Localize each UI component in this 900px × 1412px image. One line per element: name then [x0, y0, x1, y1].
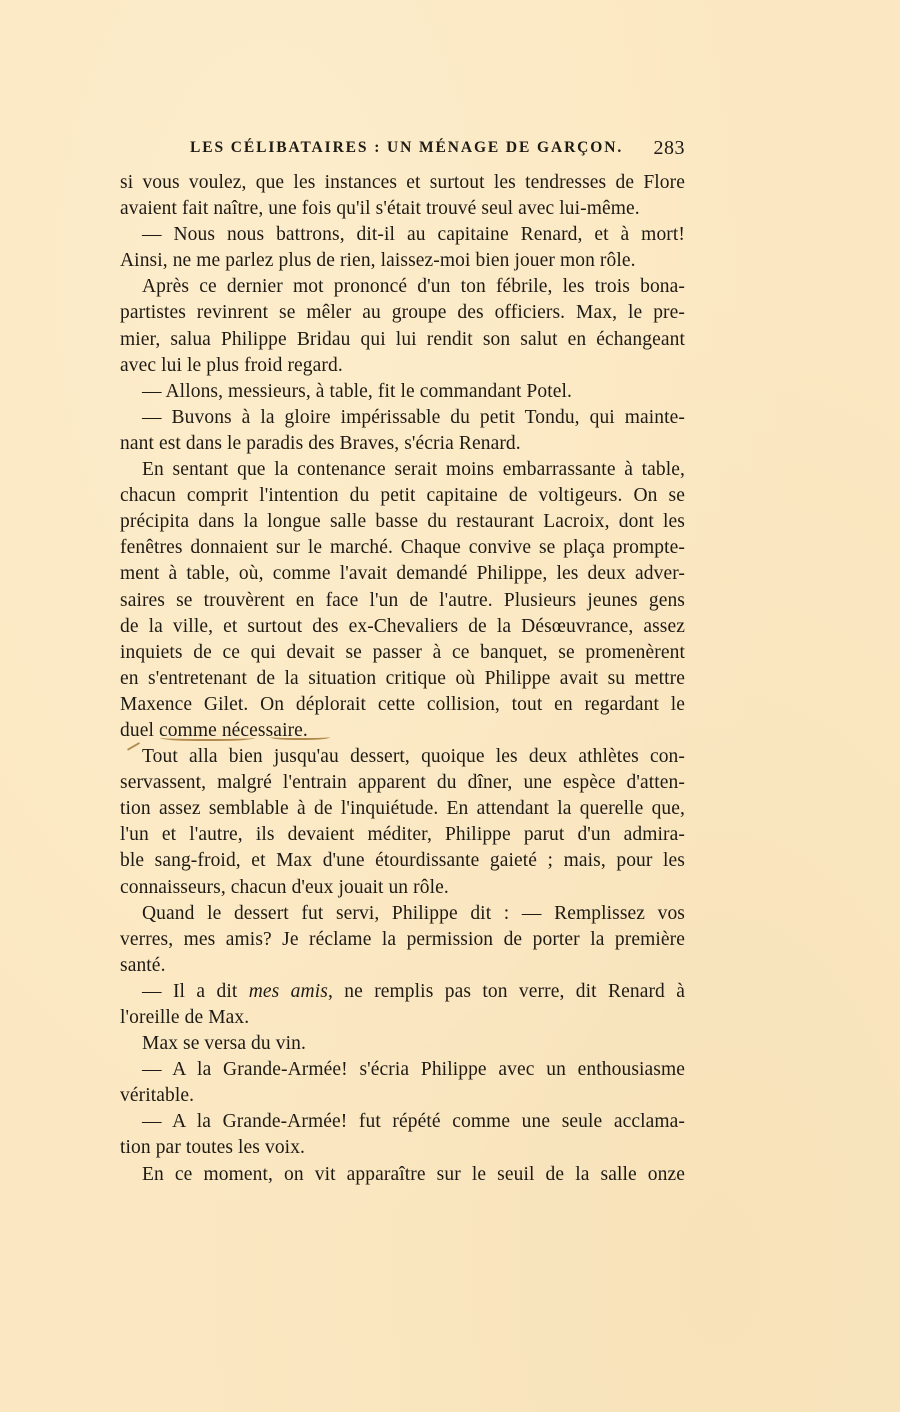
text-line: Maxence Gilet. On déplorait cette collision, tout en regardant le: [120, 693, 685, 715]
text-line: — A la Grande-Armée! s'écria Philippe avec un enthousiasme: [142, 1059, 685, 1081]
text-line: l'oreille de Max.: [120, 1007, 250, 1028]
text-line: Quand le dessert fut servi, Philippe dit : — Remplissez vos: [142, 902, 685, 924]
text-line: véritable.: [120, 1085, 195, 1107]
body-text: [120, 170, 685, 1188]
text-line: si vous voulez, que les instances et surtout les tendresses de Flore: [120, 172, 685, 193]
text-line: tion par toutes les voix.: [120, 1137, 306, 1159]
text-line: — Allons, messieurs, à table, fit le commandant Potel.: [142, 380, 572, 402]
text-line: — Buvons à la gloire impérissable du petit Tondu, qui mainte-: [142, 406, 685, 428]
text-line: duel comme nécessaire.: [120, 719, 308, 741]
text-line: — Nous nous battrons, dit-il au capitaine Renard, et à mort!: [142, 224, 685, 246]
text-line: Max se versa du vin.: [142, 1033, 306, 1055]
text-line: verres, mes amis? Je réclame la permission de porter la première: [120, 928, 685, 950]
text-line: Ainsi, ne me parlez plus de rien, laissez-moi bien jouer mon rôle.: [120, 250, 636, 272]
text-line: avec lui le plus froid regard.: [120, 354, 343, 376]
text-line: Tout alla bien jusqu'au dessert, quoique les deux athlètes con-: [142, 746, 685, 768]
text-line: En sentant que la contenance serait moins embarrassante à table,: [142, 459, 685, 481]
text-line: inquiets de ce qui devait se passer à ce banquet, se promenèrent: [120, 641, 685, 663]
text-line: en s'entretenant de la situation critique où Philippe avait su mettre: [120, 667, 685, 689]
running-head-title: LES CÉLIBATAIRES : UN MÉNAGE DE GARÇON.: [190, 139, 624, 156]
page-number: 283: [653, 137, 685, 159]
text-line: mier, salua Philippe Bridau qui lui rendit son salut en échangeant: [120, 328, 685, 350]
text-line: connaisseurs, chacun d'eux jouait un rôle.: [120, 876, 449, 898]
text-line: fenêtres donnaient sur le marché. Chaque convive se plaça prompte-: [120, 537, 685, 559]
text-line: servassent, malgré l'entrain apparent du dîner, une espèce d'atten-: [120, 772, 685, 794]
text-line: précipita dans la longue salle basse du restaurant Lacroix, dont les: [120, 511, 685, 533]
text-line: partistes revinrent se mêler au groupe des officiers. Max, le pre-: [120, 302, 685, 324]
text-line: nant est dans le paradis des Braves, s'écria Renard.: [120, 432, 521, 454]
text-line: En ce moment, on vit apparaître sur le seuil de la salle onze: [142, 1163, 685, 1185]
handwritten-underline-mark: [270, 733, 330, 740]
text-line: santé.: [120, 954, 166, 976]
text-fragment: — Il a dit: [142, 980, 249, 1002]
text-line: [120, 979, 685, 1005]
text-line: ble sang-froid, et Max d'une étourdissante gaieté ; mais, pour les: [120, 850, 685, 872]
running-head: [190, 139, 685, 163]
text-line: ment à table, où, comme l'avait demandé Philippe, les deux adver-: [120, 563, 685, 585]
text-fragment: , ne remplis pas ton verre, dit Renard à: [327, 980, 686, 1002]
handwritten-underline-mark: [160, 733, 255, 741]
text-line: tion assez semblable à de l'inquiétude. En attendant la querelle que,: [120, 798, 685, 820]
text-line: chacun comprit l'intention du petit capitaine de voltigeurs. On se: [120, 485, 685, 507]
text-line: l'un et l'autre, ils devaient méditer, Philippe parut d'un admira-: [120, 824, 685, 846]
text-line: de la ville, et surtout des ex-Chevaliers de la Désœuvrance, assez: [120, 615, 685, 637]
text-line: saires se trouvèrent en face l'un de l'autre. Plusieurs jeunes gens: [120, 589, 685, 611]
italic-emphasis: mes amis: [248, 980, 328, 1002]
text-line: avaient fait naître, une fois qu'il s'était trouvé seul avec lui-même.: [120, 198, 640, 220]
text-line: — A la Grande-Armée! fut répété comme une seule acclama-: [142, 1111, 685, 1133]
text-line: Après ce dernier mot prononcé d'un ton fébrile, les trois bona-: [142, 276, 685, 298]
